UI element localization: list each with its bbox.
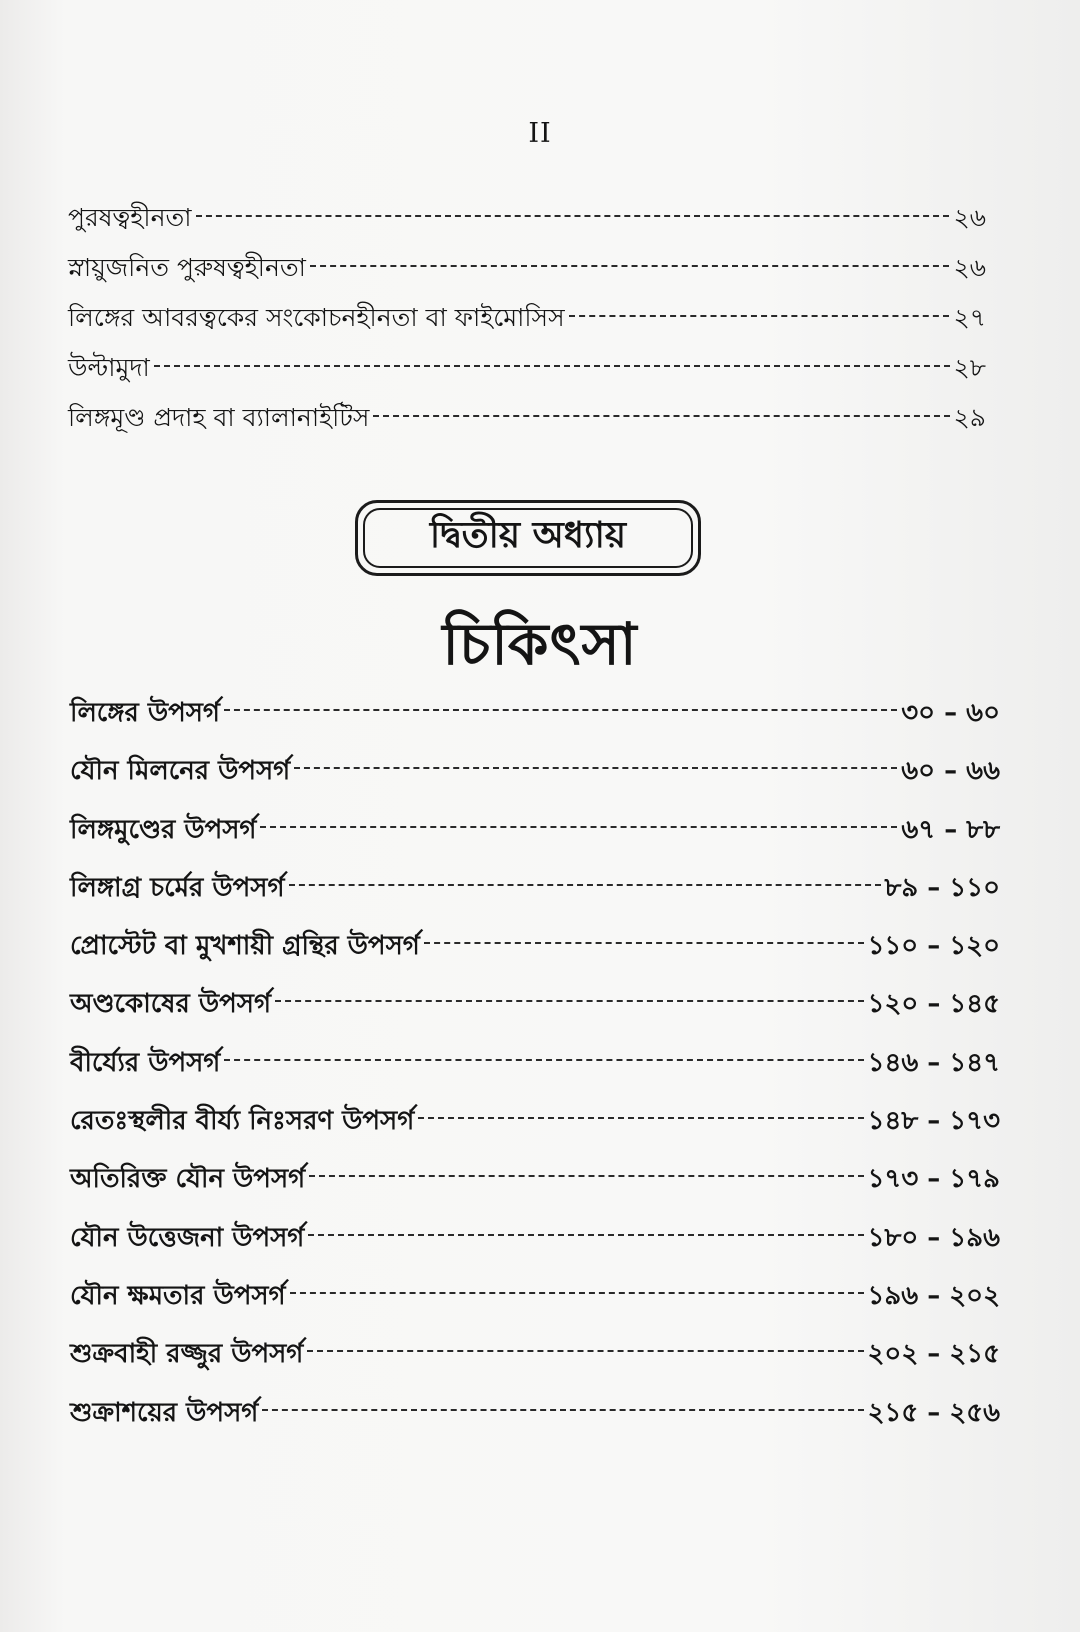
dotted-leader	[418, 1117, 863, 1119]
toc-entry	[70, 925, 1000, 983]
toc-entry-pages: ১৪৮ – ১৭৩	[867, 1106, 1000, 1137]
toc-entry-pages: ৮৯ – ১১০	[884, 872, 1000, 903]
toc-chapter-two	[70, 692, 1000, 1450]
toc-entry-title: লিঙ্গাগ্র চর্মের উপসর্গ	[70, 872, 285, 903]
toc-entry	[70, 1275, 1000, 1333]
toc-chapter-one	[68, 198, 986, 448]
toc-entry-title: লিঙ্গমূণ্ড প্রদাহ বা ব্যালানাইটিস	[68, 403, 370, 432]
toc-entry-title: শুক্রবাহী রজ্জুর উপসর্গ	[70, 1339, 304, 1370]
toc-entry	[70, 809, 1000, 867]
dotted-leader	[309, 1175, 863, 1177]
toc-entry-title: শুক্রাশয়ের উপসর্গ	[70, 1397, 259, 1428]
toc-entry	[70, 983, 1000, 1041]
toc-entry	[68, 398, 986, 448]
dotted-leader	[275, 1000, 864, 1002]
toc-entry-title: উল্টামুদা	[68, 353, 150, 382]
toc-entry-pages: ১৪৬ – ১৪৭	[867, 1047, 1000, 1078]
toc-entry-pages: ১৯৬ – ২০২	[867, 1280, 1000, 1311]
dotted-leader	[373, 415, 949, 417]
toc-entry	[70, 692, 1000, 750]
dotted-leader	[260, 826, 897, 828]
dotted-leader	[224, 709, 897, 711]
toc-entry-title: যৌন ক্ষমতার উপসর্গ	[70, 1280, 286, 1311]
dotted-leader	[307, 1350, 863, 1352]
toc-entry-pages: ৬৭ – ৮৮	[901, 814, 1000, 845]
toc-entry-pages: ১৭৩ – ১৭৯	[867, 1164, 1000, 1195]
toc-entry	[70, 1100, 1000, 1158]
dotted-leader	[294, 767, 897, 769]
toc-entry-title: লিঙ্গের আবরত্বকের সংকোচনহীনতা বা ফাইমোসিস	[68, 303, 565, 332]
toc-entry-title: যৌন উত্তেজনা উপসর্গ	[70, 1222, 305, 1253]
section-title: চিকিৎসা	[442, 610, 638, 678]
dotted-leader	[224, 1059, 863, 1061]
toc-entry-title: লিঙ্গমুণ্ডের উপসর্গ	[70, 814, 257, 845]
toc-entry	[70, 750, 1000, 808]
dotted-leader	[308, 1234, 863, 1236]
page-number: II	[528, 118, 552, 149]
toc-entry-pages: ২৬	[953, 253, 986, 282]
toc-entry-pages: ১১০ – ১২০	[867, 931, 1000, 962]
toc-entry	[70, 867, 1000, 925]
toc-entry-pages: ৩০ – ৬০	[901, 698, 1000, 728]
toc-entry	[70, 1158, 1000, 1216]
dotted-leader	[424, 942, 864, 944]
toc-entry-title: বীর্য্যের উপসর্গ	[70, 1047, 221, 1078]
toc-entry-title: পুরষত্বহীনতা	[68, 203, 192, 232]
toc-entry	[68, 248, 986, 298]
toc-entry	[70, 1042, 1000, 1100]
toc-entry-pages: ২৭	[953, 303, 986, 332]
toc-entry	[70, 1392, 1000, 1450]
dotted-leader	[569, 315, 950, 317]
toc-entry-pages: ২৮	[953, 353, 986, 382]
chapter-heading: দ্বিতীয় অধ্যায়	[429, 515, 627, 556]
dotted-leader	[154, 365, 950, 367]
dotted-leader	[196, 215, 950, 217]
toc-entry-title: রেতঃস্থলীর বীর্য্য নিঃসরণ উপসর্গ	[70, 1106, 415, 1137]
toc-entry-pages: ২৯	[953, 403, 986, 432]
dotted-leader	[289, 884, 881, 886]
toc-entry	[70, 1333, 1000, 1391]
toc-entry-title: যৌন মিলনের উপসর্গ	[70, 756, 291, 787]
toc-entry-title: অণ্ডকোষের উপসর্গ	[70, 989, 271, 1020]
toc-entry	[68, 198, 986, 248]
toc-entry-pages: ৬০ – ৬৬	[901, 756, 1000, 787]
toc-entry-pages: ২৬	[953, 203, 986, 232]
dotted-leader	[310, 265, 950, 267]
toc-entry	[68, 348, 986, 398]
toc-entry	[68, 298, 986, 348]
toc-entry-pages: ২০২ – ২১৫	[867, 1339, 1000, 1370]
toc-entry-title: লিঙ্গের উপসর্গ	[70, 698, 220, 728]
dotted-leader	[290, 1292, 864, 1294]
chapter-heading-box	[355, 500, 701, 576]
toc-entry-title: স্নায়ুজনিত পুরুষত্বহীনতা	[68, 253, 306, 282]
toc-entry-title: অতিরিক্ত যৌন উপসর্গ	[70, 1164, 306, 1195]
toc-entry-pages: ১২০ – ১৪৫	[867, 989, 1000, 1020]
toc-entry-title: প্রোস্টেট বা মুখশায়ী গ্রন্থির উপসর্গ	[70, 931, 420, 962]
dotted-leader	[262, 1409, 863, 1411]
toc-entry	[70, 1217, 1000, 1275]
toc-entry-pages: ২১৫ – ২৫৬	[867, 1397, 1000, 1428]
toc-entry-pages: ১৮০ – ১৯৬	[867, 1222, 1000, 1253]
